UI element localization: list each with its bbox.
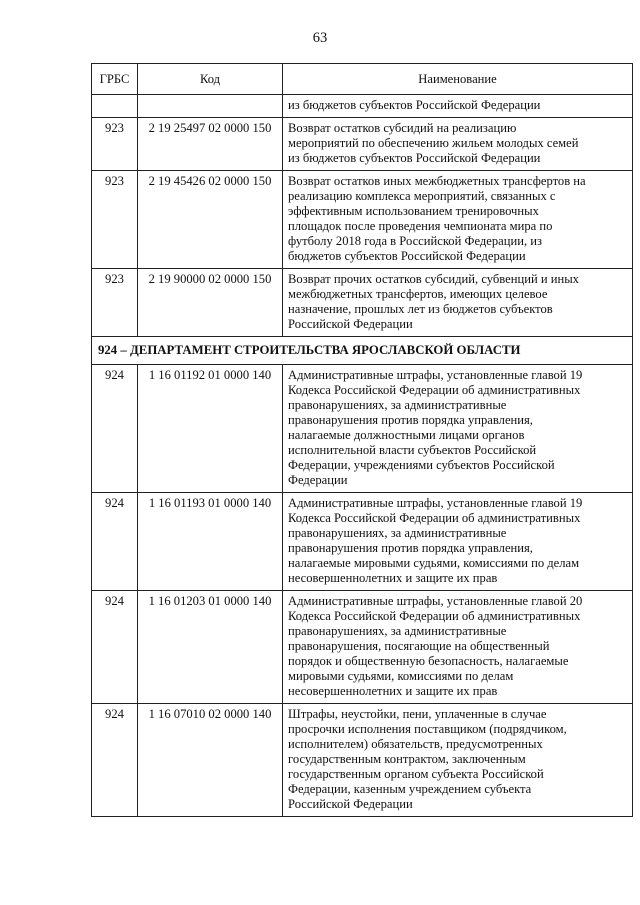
table-row <box>92 118 633 171</box>
cell-grbs: 924 <box>92 704 138 817</box>
cell-name: Возврат прочих остатков субсидий, субвенций и иных межбюджетных трансфертов, имеющих целевое назначение, прошлых лет из бюджетов субъектов Российской Федерации <box>283 269 633 337</box>
cell-code: 1 16 01203 01 0000 140 <box>138 591 283 704</box>
cell-code: 1 16 07010 02 0000 140 <box>138 704 283 817</box>
page-number: 63 <box>312 30 328 46</box>
table-row <box>92 171 633 269</box>
cell-grbs: 924 <box>92 365 138 493</box>
header-name: Наименование <box>283 64 633 95</box>
cell-name: Административные штрафы, установленные главой 20 Кодекса Российской Федерации об административных правонарушениях, за административные правонарушения, посягающие на общественный порядок и общественную безопасность, налагаемые мировыми судьями, комиссиями по делам несовершеннолетних и защите их прав <box>283 591 633 704</box>
section-title: 924 – ДЕПАРТАМЕНТ СТРОИТЕЛЬСТВА ЯРОСЛАВСКОЙ ОБЛАСТИ <box>92 337 633 365</box>
cell-code: 2 19 25497 02 0000 150 <box>138 118 283 171</box>
cell-grbs: 923 <box>92 171 138 269</box>
table-row <box>92 704 633 817</box>
table-row <box>92 365 633 493</box>
cell-name: Административные штрафы, установленные главой 19 Кодекса Российской Федерации об административных правонарушениях, за административные правонарушения против порядка управления, налагаемые мировыми судьями, комиссиями по делам несовершеннолетних и защите их прав <box>283 493 633 591</box>
cell-name: Административные штрафы, установленные главой 19 Кодекса Российской Федерации об административных правонарушениях, за административные правонарушения против порядка управления, налагаемые должностными лицами органов исполнительной власти субъектов Российской Федерации, учреждениями субъектов Российской Федерации <box>283 365 633 493</box>
header-grbs: ГРБС <box>92 64 138 95</box>
cell-grbs: 923 <box>92 118 138 171</box>
table-row <box>92 95 633 118</box>
header-code: Код <box>138 64 283 95</box>
cell-code: 1 16 01193 01 0000 140 <box>138 493 283 591</box>
table-header-row <box>92 64 633 95</box>
cell-code: 1 16 01192 01 0000 140 <box>138 365 283 493</box>
cell-name: из бюджетов субъектов Российской Федерации <box>283 95 633 118</box>
cell-grbs <box>92 95 138 118</box>
cell-name: Возврат остатков субсидий на реализацию мероприятий по обеспечению жильем молодых семей из бюджетов субъектов Российской Федерации <box>283 118 633 171</box>
cell-grbs: 924 <box>92 493 138 591</box>
cell-code <box>138 95 283 118</box>
cell-code: 2 19 90000 02 0000 150 <box>138 269 283 337</box>
table-row <box>92 269 633 337</box>
table-row <box>92 591 633 704</box>
revenue-code-table <box>91 63 633 817</box>
table-row <box>92 493 633 591</box>
cell-code: 2 19 45426 02 0000 150 <box>138 171 283 269</box>
cell-name: Штрафы, неустойки, пени, уплаченные в случае просрочки исполнения поставщиком (подрядчиком, исполнителем) обязательств, предусмотренных государственным контрактом, заключенным государственным органом субъекта Российской Федерации, казенным учреждением субъекта Российской Федерации <box>283 704 633 817</box>
cell-name: Возврат остатков иных межбюджетных трансфертов на реализацию комплекса мероприятий, связанных с эффективным использованием тренировочных площадок после проведения чемпионата мира по футболу 2018 года в Российской Федерации, из бюджетов субъектов Российской Федерации <box>283 171 633 269</box>
section-header-row <box>92 337 633 365</box>
cell-grbs: 924 <box>92 591 138 704</box>
cell-grbs: 923 <box>92 269 138 337</box>
